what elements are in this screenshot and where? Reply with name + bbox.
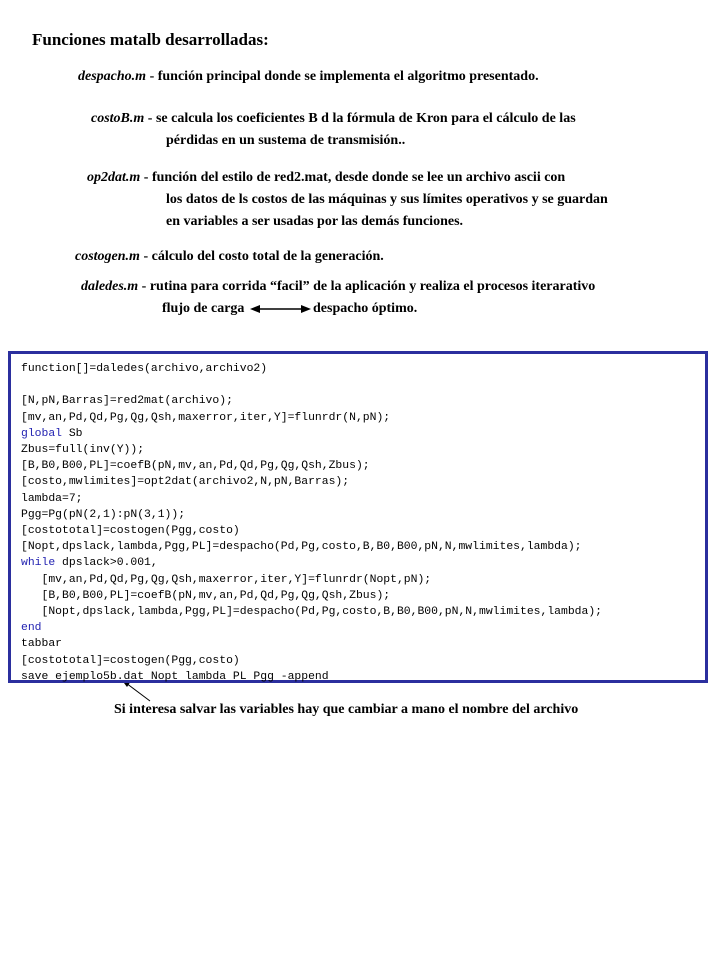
function-desc: - cálculo del costo total de la generación. bbox=[139, 249, 384, 264]
code-line: [mv,an,Pd,Qd,Pg,Qg,Qsh,maxerror,iter,Y]=flunrdr(N,pN); bbox=[21, 411, 391, 424]
code-line: function[]=daledes(archivo,archivo2) bbox=[21, 363, 268, 375]
code-line: Sb bbox=[62, 427, 83, 440]
function-name: costogen.m bbox=[75, 249, 140, 264]
function-desc-cont: pérdidas en un sustema de transmisión.. bbox=[166, 133, 406, 148]
code-line: tabbar bbox=[21, 638, 63, 651]
function-name: despacho.m bbox=[78, 69, 147, 84]
function-name: daledes.m bbox=[81, 279, 139, 294]
code-line: Pgg=Pg(pN(2,1):pN(3,1)); bbox=[21, 508, 186, 521]
code-line: dpslack>0.001, bbox=[55, 557, 158, 570]
code-line: [B,B0,B00,PL]=coefB(pN,mv,an,Pd,Qd,Pg,Qg,Qsh,Zbus); bbox=[21, 460, 370, 473]
code-line: [N,pN,Barras]=red2mat(archivo); bbox=[21, 395, 233, 408]
code-keyword: end bbox=[21, 622, 42, 635]
function-name: costoB.m bbox=[91, 111, 145, 126]
code-listing bbox=[21, 361, 602, 685]
function-desc-cont: en variables a ser usadas por las demás funciones. bbox=[166, 214, 464, 229]
flow-right-label: despacho óptimo. bbox=[313, 301, 418, 316]
function-desc: - función principal donde se implementa el algoritmo presentado. bbox=[146, 69, 539, 84]
code-line: lambda=7; bbox=[21, 492, 83, 505]
code-line: [B,B0,B00,PL]=coefB(pN,mv,an,Pd,Qd,Pg,Qg,Qsh,Zbus); bbox=[21, 589, 391, 602]
function-desc: - función del estilo de red2.mat, desde donde se lee un archivo ascii con bbox=[140, 170, 566, 185]
page-title: Funciones matalb desarrolladas: bbox=[32, 30, 269, 49]
code-box bbox=[8, 351, 708, 683]
code-line: Zbus=full(inv(Y)); bbox=[21, 444, 145, 457]
code-line: [costototal]=costogen(Pgg,costo) bbox=[21, 525, 240, 538]
code-line: [Nopt,dpslack,lambda,Pgg,PL]=despacho(Pd,Pg,costo,B,B0,B00,pN,N,mwlimites,lambda); bbox=[21, 541, 582, 554]
double-arrow-icon bbox=[250, 305, 311, 313]
function-name: op2dat.m bbox=[87, 170, 141, 185]
code-line: save ejemplo5b.dat Nopt lambda PL Pgg -append bbox=[21, 670, 329, 683]
code-line: [mv,an,Pd,Qd,Pg,Qg,Qsh,maxerror,iter,Y]=flunrdr(Nopt,pN); bbox=[21, 573, 432, 586]
code-line: [Nopt,dpslack,lambda,Pgg,PL]=despacho(Pd,Pg,costo,B,B0,B00,pN,N,mwlimites,lambda); bbox=[21, 606, 603, 619]
function-desc-cont: los datos de ls costos de las máquinas y sus límites operativos y se guardan bbox=[166, 192, 608, 207]
function-desc: - se calcula los coeficientes B d la fórmula de Kron para el cálculo de las bbox=[144, 111, 576, 126]
flow-left-label: flujo de carga bbox=[162, 301, 245, 316]
code-line: [costo,mwlimites]=opt2dat(archivo2,N,pN,Barras); bbox=[21, 476, 350, 489]
save-note: Si interesa salvar las variables hay que cambiar a mano el nombre del archivo bbox=[114, 702, 579, 717]
code-keyword: global bbox=[21, 427, 63, 440]
code-keyword: while bbox=[21, 557, 56, 570]
function-desc: - rutina para corrida “facil” de la aplicación y realiza el procesos iterarativo bbox=[138, 279, 596, 294]
code-line: [costototal]=costogen(Pgg,costo) bbox=[21, 654, 240, 667]
